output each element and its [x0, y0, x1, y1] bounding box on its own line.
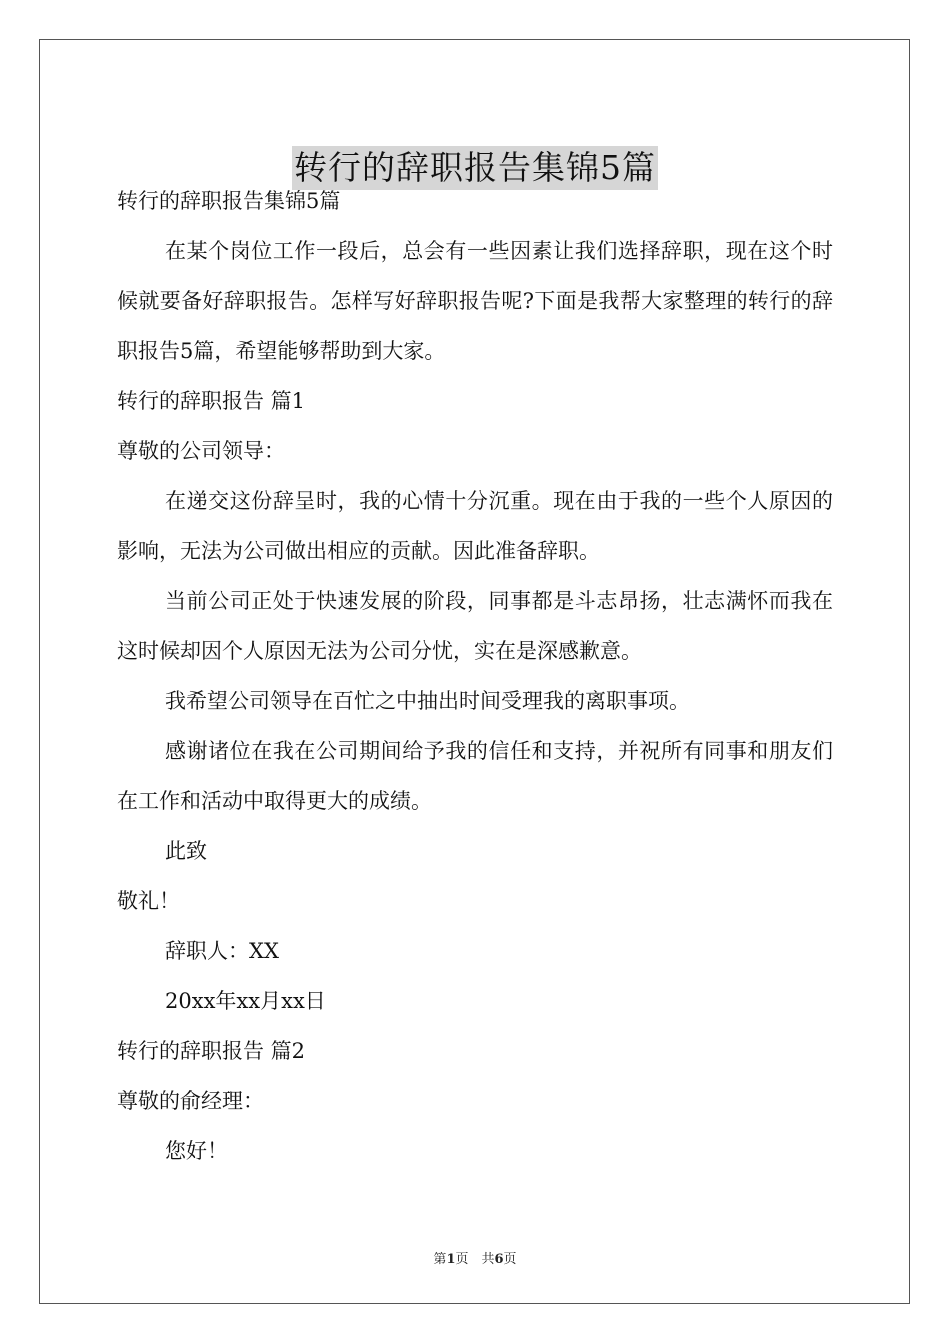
document-body	[117, 176, 833, 1176]
salutation-2: 尊敬的俞经理：	[117, 1089, 264, 1113]
body-paragraph: 当前公司正处于快速发展的阶段，同事都是斗志昂扬，壮志满怀而我在这时候却因个人原因无法为公司分忧，实在是深感歉意。	[117, 589, 833, 663]
closing-line: 此致	[165, 839, 207, 863]
greeting-line: 您好！	[165, 1139, 228, 1163]
page-total: 6	[494, 1252, 504, 1267]
document-title: 转行的辞职报告集锦5篇	[292, 146, 658, 190]
intro-paragraph: 在某个岗位工作一段后，总会有一些因素让我们选择辞职，现在这个时候就要备好辞职报告。怎样写好辞职报告呢?下面是我帮大家整理的转行的辞职报告5篇，希望能够帮助到大家。	[117, 239, 833, 363]
document-subtitle: 转行的辞职报告集锦5篇	[117, 189, 341, 213]
body-paragraph: 在递交这份辞呈时，我的心情十分沉重。现在由于我的一些个人原因的影响，无法为公司做出相应的贡献。因此准备辞职。	[117, 489, 833, 563]
page-suffix: 页	[503, 1252, 517, 1267]
regards-line: 敬礼！	[117, 889, 180, 913]
body-paragraph: 感谢诸位在我在公司期间给予我的信任和支持，并祝所有同事和朋友们在工作和活动中取得更大的成绩。	[117, 739, 833, 813]
date-line: 20xx年xx月xx日	[165, 989, 326, 1013]
page-footer	[0, 1248, 950, 1267]
section-heading-2: 转行的辞职报告 篇2	[117, 1039, 306, 1063]
salutation-1: 尊敬的公司领导：	[117, 439, 285, 463]
page-mid: 页 共	[455, 1252, 495, 1267]
body-paragraph: 我希望公司领导在百忙之中抽出时间受理我的离职事项。	[165, 689, 690, 713]
page-prefix: 第	[433, 1252, 447, 1267]
page-current: 1	[446, 1252, 456, 1267]
signature-line: 辞职人：XX	[165, 939, 279, 963]
section-heading-1: 转行的辞职报告 篇1	[117, 389, 306, 413]
